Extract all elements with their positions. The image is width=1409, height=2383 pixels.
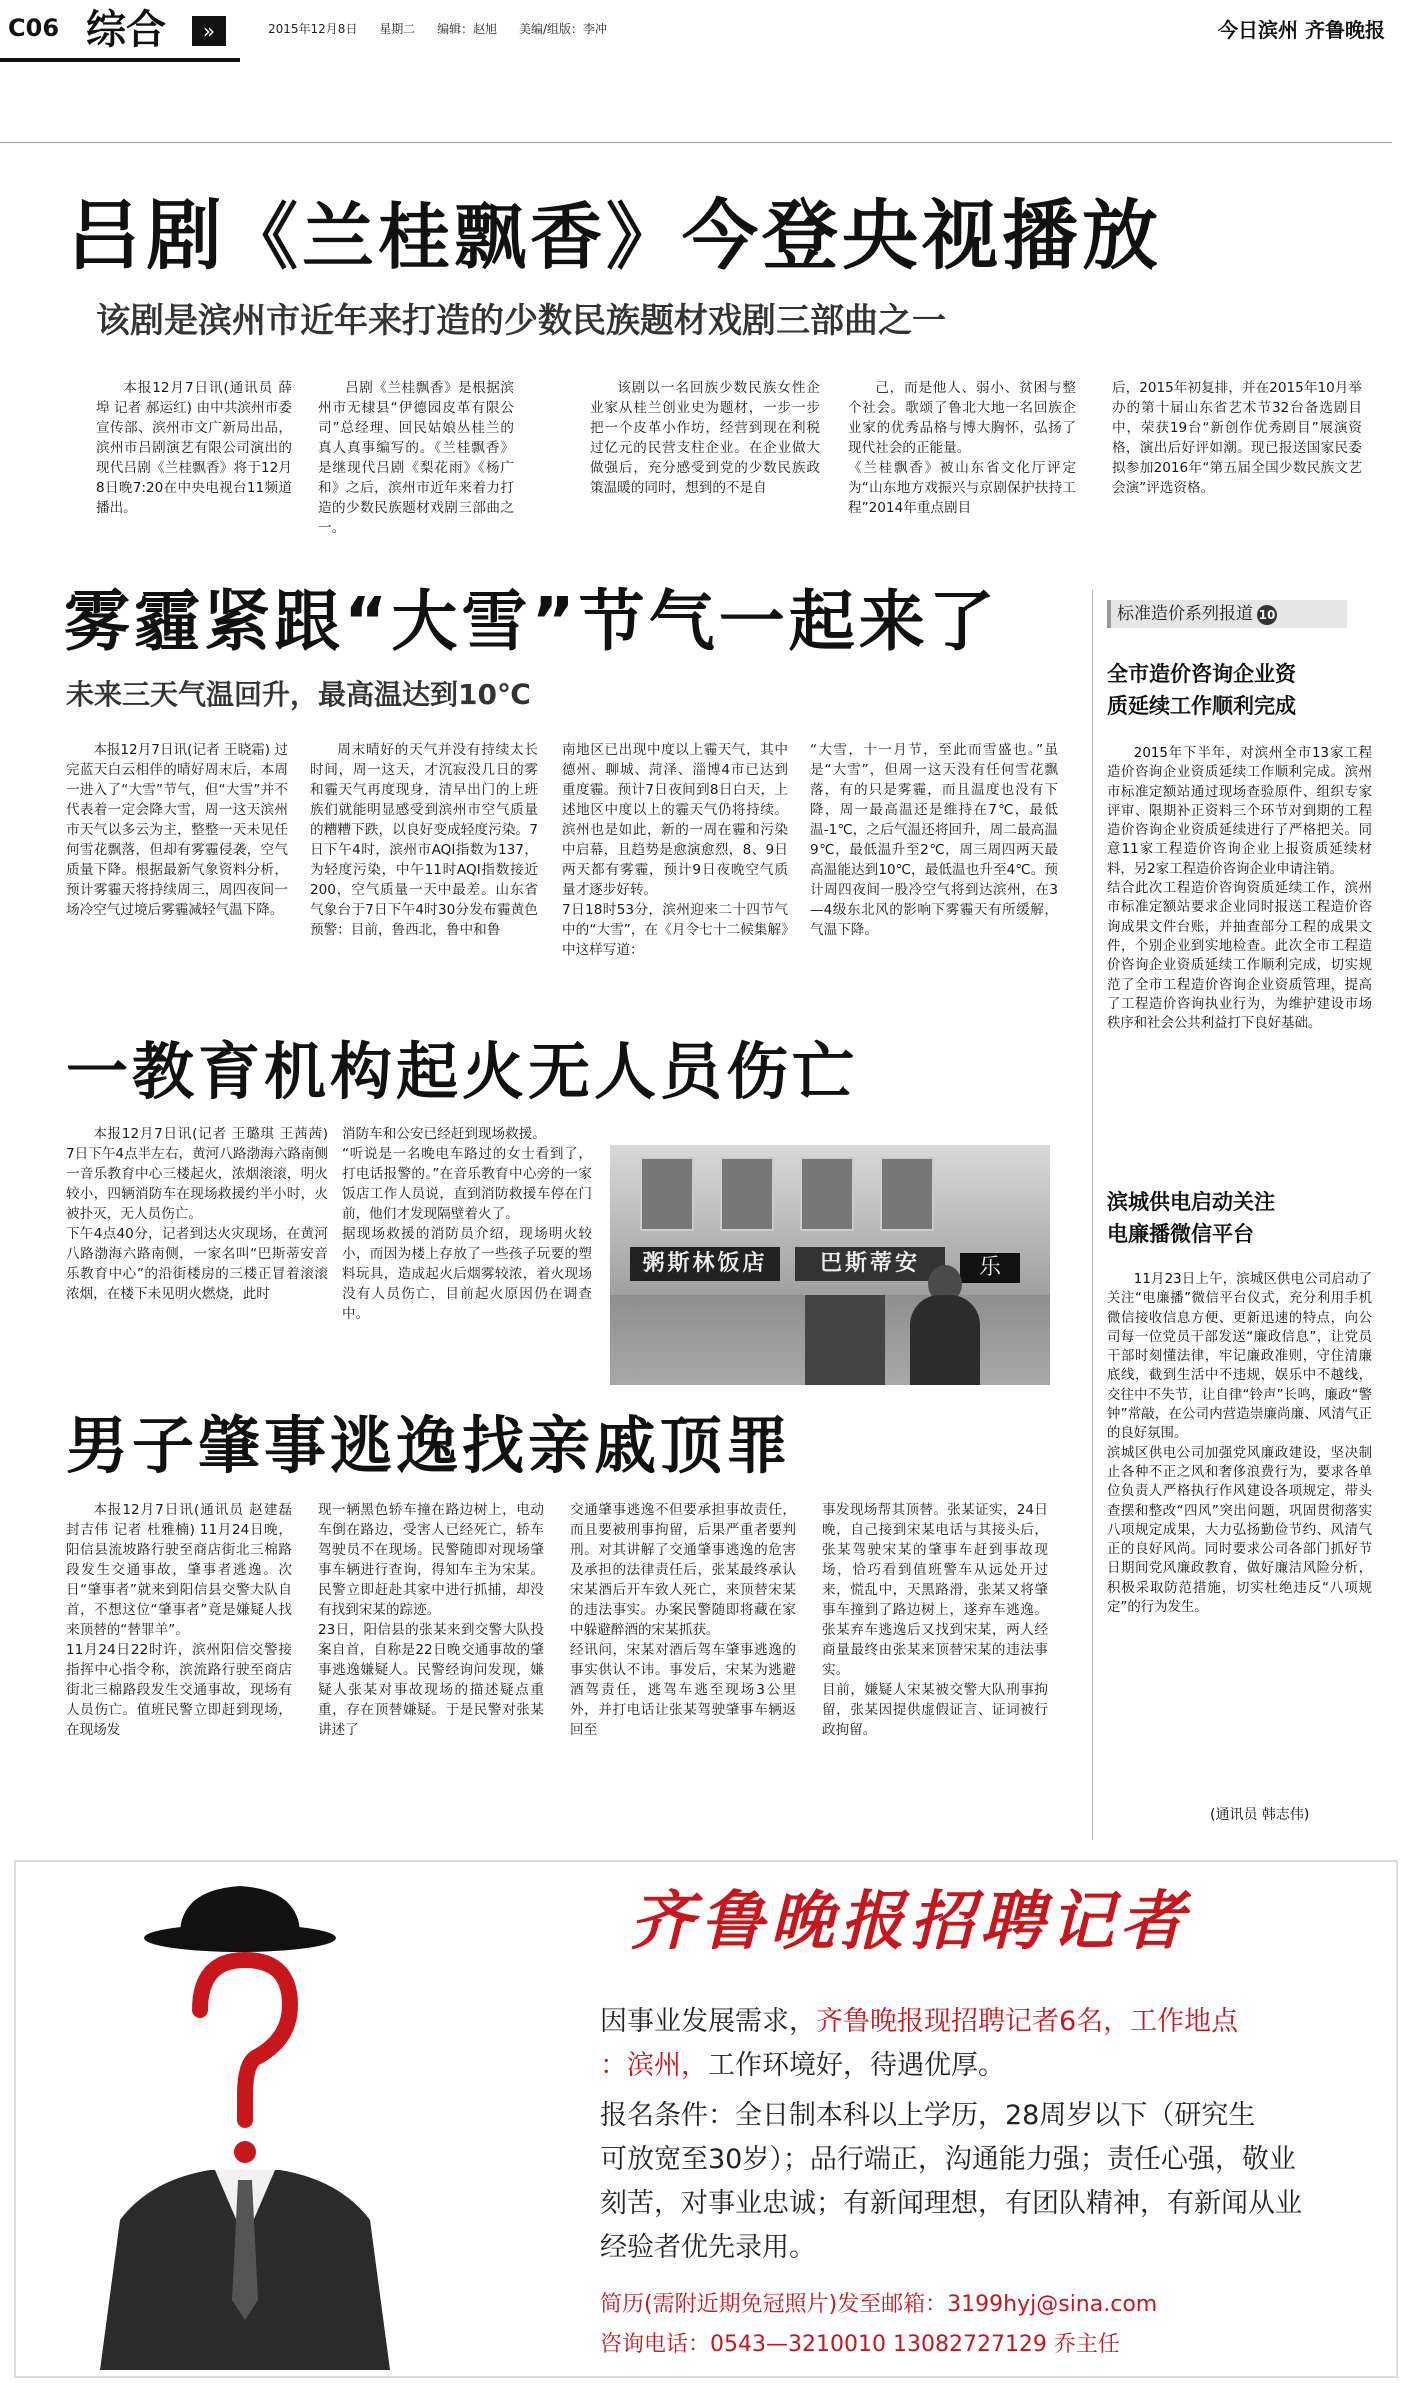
article2-subtitle: 未来三天气温回升，最高温达到10℃ [66, 678, 531, 711]
article1-col [318, 378, 514, 548]
article4-headline: 男子肇事逃逸找亲戚顶罪 [66, 1409, 793, 1482]
paragraph: 南地区已出现中度以上霾天气，其中德州、聊城、菏泽、淄博4市已达到重度霾。预计7日夜间到8日白天，上述地区中度以上的霾天气仍将持续。滨州也是如此，新的一周在霾和污染中启幕，且趋势是愈演愈烈，8、9日两天都有雾霾，预计9日夜晚空气质量才逐步好转。 7日18时53分，滨州迎来二十四节气中的“大雪”，在《月令七十二候集解》中这样写道： [562, 742, 788, 958]
paragraph: 本报12月7日讯(记者 王璐琪 王茜茜) 7日下午4点半左右，黄河八路渤海六路南侧一音乐教育中心三楼起火，浓烟滚滚，明火较小，四辆消防车在现场救援约半小时，火被扑灭，无人员伤亡。 下午4点40分，记者到达火灾现场，在黄河八路渤海六路南侧，一家名叫“巴斯蒂安音乐教育中心”的沿街楼房的三楼正冒着滚滚浓烟，在楼下未见明火燃烧，此时 [66, 1126, 328, 1302]
series-tag-label: 标准造价系列报道 [1117, 604, 1253, 624]
ad-line [600, 2044, 1380, 2088]
window [800, 1157, 854, 1231]
sidebar-divider [1092, 590, 1093, 1840]
article1-subtitle: 该剧是滨州市近年来打造的少数民族题材戏剧三部曲之一 [96, 301, 946, 341]
headline-part: 吕剧 [66, 191, 226, 280]
article1-col [1112, 378, 1362, 548]
paragraph: 后，2015年初复排，并在2015年10月举办的第十届山东省艺术节32台备选剧目中，荣获19台“新创作优秀剧目”展演资格，演出后好评如潮。现已报送国家民委拟参加2016年“第五届全国少数民族文艺会演”评选资格。 [1112, 380, 1362, 496]
series-number-badge: 10 [1257, 605, 1277, 625]
header-meta [268, 20, 625, 37]
paragraph: “大雪，十一月节，至此而雪盛也。”虽是“大雪”，但周一这天没有任何雪花飘落，有的只是雾霾，而且温度也没有下降，周一最高温还是维持在7℃，最低温-1℃，之后气温还将回升，周二最高温9℃，最低温升至2℃，周三周四两天最高温能达到10℃，最低温也升至4℃。预计周四夜间一股冷空气将到达滨州，在3—4级东北风的影响下雾霾天有所缓解，气温下降。 [810, 742, 1058, 938]
question-mark-dot [234, 2141, 256, 2163]
series-tag [1107, 600, 1347, 628]
ad-title: 齐鲁晚报招聘记者 [630, 1885, 1190, 1959]
shop-sign: 乐 [960, 1253, 1020, 1283]
article4-col [570, 1500, 796, 1840]
article4-col [822, 1500, 1048, 1840]
hat-crown [180, 1886, 300, 1938]
paragraph: 吕剧《兰桂飘香》是根据滨州市无棣县“伊德园皮革有限公司”总经理、回民姑娘丛桂兰的真人真事编写的。《兰桂飘香》是继现代吕剧《梨花雨》《杨广和》之后，滨州市近年来着力打造的少数民族题材戏剧三部曲之一。 [318, 380, 514, 536]
ad-line: 经验者优先录用。 [600, 2232, 816, 2263]
article2-col [66, 740, 288, 1010]
ad-email[interactable]: 简历(需附近期免冠照片)发至邮箱：3199hyj@sina.com [600, 2292, 1158, 2317]
section-arrow-icon: » [192, 16, 226, 46]
paragraph: 事发现场帮其顶替。张某证实，24日晚，自己接到宋某电话与其接头后，张某驾驶宋某的肇事车赶到事故现场，恰巧看到值班警车从远处开过来，慌乱中，天黑路滑，张某又将肇事车撞到了路边树上，遂弃车逃逸。张某弃车逃逸后又找到宋某，两人经商量最终由张某来顶替宋某的违法事实。 目前，嫌疑人宋某被交警大队刑事拘留，张某因提供虚假证言、证词被行政拘留。 [822, 1502, 1048, 1738]
editor-credit: 编辑：赵旭 [437, 22, 498, 36]
ad-line: 报名条件：全日制本科以上学历，28周岁以下（研究生 [600, 2100, 1256, 2131]
sidebar-story1-title [1107, 658, 1372, 722]
ad-illustration [40, 1880, 560, 2370]
ad-highlight: 齐鲁晚报现招聘记者6名，工作地点 [816, 2006, 1239, 2037]
paragraph: 该剧以一名回族少数民族女性企业家从桂兰创业史为题材，一步一步把一个皮革小作坊，经营到现在利税过亿元的民营支柱企业。在企业做大做强后，充分感受到党的少数民族政策温暖的同时，想到的不是自 [590, 380, 820, 496]
title-line: 质延续工作顺利完成 [1107, 694, 1296, 718]
newspaper-brand: 今日滨州 齐鲁晚报 [1218, 18, 1385, 42]
shop-sign: 粥斯林饭店 [630, 1247, 780, 1281]
article2-col [810, 740, 1058, 1010]
article1-col [96, 378, 292, 548]
doorway [805, 1295, 885, 1385]
paragraph: 本报12月7日讯(通讯员 薛埠 记者 郝运红) 由中共滨州市委宣传部、滨州市文广新局出品，滨州市吕剧演艺有限公司演出的现代吕剧《兰桂飘香》将于12月8日晚7:20在中央电视台11频道播出。 [96, 380, 292, 516]
article3-col [66, 1124, 328, 1386]
ad-text: 工作环境好，待遇优厚。 [708, 2050, 1005, 2081]
title-line: 全市造价咨询企业资 [1107, 662, 1296, 686]
article4-col [318, 1500, 544, 1840]
fire-scene-photo [610, 1145, 1050, 1385]
person-figure [910, 1295, 980, 1385]
shop-sign: 巴斯蒂安 [795, 1247, 945, 1281]
title-line: 电廉播微信平台 [1107, 1222, 1254, 1246]
paragraph: 本报12月7日讯(记者 王晓霜) 过完蓝天白云相伴的晴好周末后，本周一进入了“大雪”节气，但“大雪”并不代表着一定会降大雪，周一这天滨州市天气以多云为主，整整一天未见任何雪花飘落，但却有雾霾侵袭，空气质量下降。根据最新气象资料分析，预计雾霾天将持续周三，周四夜间一场冷空气过境后雾霾减轻气温下降。 [66, 742, 288, 918]
paragraph: 己，而是他人、弱小、贫困与整个社会。歌颂了鲁北大地一名回族企业家的优秀品格与博大胸怀，弘扬了现代社会的正能量。 《兰桂飘香》被山东省文化厅评定为“山东地方戏振兴与京剧保护扶持工程”2014年重点剧目 [848, 380, 1076, 516]
window [880, 1157, 934, 1231]
ad-phone: 咨询电话：0543—3210010 13082727129 乔主任 [600, 2332, 1120, 2357]
article1-col [590, 378, 820, 548]
header-underline [0, 58, 240, 62]
sidebar-story1-body [1107, 744, 1372, 1164]
page-number: C06 [8, 14, 60, 42]
article1-col [848, 378, 1076, 548]
sidebar-story2-title [1107, 1186, 1372, 1250]
issue-date: 2015年12月8日 [268, 22, 358, 36]
article2-col [562, 740, 788, 1010]
ad-text: 因事业发展需求， [600, 2006, 816, 2037]
section-title: 综合 [86, 7, 166, 53]
ad-line: 刻苦，对事业忠诚；有新闻理想，有团队精神，有新闻从业 [600, 2188, 1302, 2219]
window [640, 1157, 694, 1231]
article4-col [66, 1500, 292, 1840]
sidebar-story2-body [1107, 1270, 1372, 1798]
paragraph: 本报12月7日讯(通讯员 赵建磊 封吉伟 记者 杜雅楠) 11月24日晚，阳信县流坡路行驶至商店街北三棉路段发生交通事故，肇事者逃逸。次日“肇事者”就来到阳信县交警大队自首，不想这位“肇事者”竟是嫌疑人找来顶替的“替罪羊”。 11月24日22时许，滨州阳信交警接指挥中心指令称，滨流路行驶至商店街北三棉路段发生交通事故，现场有人员伤亡。值班民警立即赶到现场，在现场发 [66, 1502, 292, 1738]
paragraph: 周末晴好的天气并没有持续太长时间，周一这天，才沉寂没几日的雾和霾天气再度现身，清早出门的上班族们就能明显感受到滨州市空气质量的糟糟下跌，以良好变成轻度污染。7日下午4时，滨州市AQI指数为137，为轻度污染，中午11时AQI指数接近200，空气质量一天中最差。山东省气象台于7日下午4时30分发布霾黄色预警：目前，鲁西北，鲁中和鲁 [310, 742, 538, 938]
sidebar-byline: (通讯员 韩志伟) [1210, 1807, 1310, 1823]
header-rule [0, 142, 1392, 143]
article1-headline [66, 188, 1162, 285]
ad-line: 可放宽至30岁）；品行端正，沟通能力强；责任心强，敬业 [600, 2144, 1296, 2175]
ad-body [600, 2000, 1380, 2270]
window [720, 1157, 774, 1231]
paragraph: 交通肇事逃逸不但要承担事故责任，而且要被刑事拘留，后果严重者要判刑。对其讲解了交通肇事逃逸的危害及承担的法律责任后，张某最终承认宋某酒后开车致人死亡，来顶替宋某的违法事实。办案民警随即将藏在家中躲避醉酒的宋某抓获。 经讯问，宋某对酒后驾车肇事逃逸的事实供认不讳。事发后，宋某为逃避酒驾责任，逃驾车逃至现场3公里外，并打电话让张某驾驶肇事车辆返回至 [570, 1502, 796, 1738]
article2-headline: 雾霾紧跟“大雪”节气一起来了 [64, 583, 999, 660]
question-mark-icon [200, 1960, 290, 2120]
ad-line [600, 2000, 1380, 2044]
article3-headline: 一教育机构起火无人员伤亡 [66, 1035, 859, 1108]
headline-part: 今登央视播放 [682, 191, 1163, 280]
design-credit: 美编/组版：李冲 [518, 22, 608, 36]
headline-part: 《兰桂飘香》 [226, 195, 683, 279]
paragraph: 2015年下半年，对滨州全市13家工程造价咨询企业资质延续工作顺利完成。滨州市标准定额站通过现场查验原件、组织专家评审、限期补正资料三个环节对到期的工程造价咨询企业资质延续进行了严格把关。同意11家工程造价咨询企业上报资质延续材料，另2家工程造价咨询企业申请注销。 结合此次工程造价咨询资质延续工作，滨州市标准定额站要求企业同时报送工程造价咨询成果文件台账，并抽查部分工程的成果文件，个别企业到实地检查。此次全市工程造价咨询企业资质延续工作顺利完成，切实规范了全市工程造价咨询企业资质管理，提高了工程造价咨询执业行为，为维护建设市场秩序和社会公共利益打下良好基础。 [1107, 746, 1372, 1032]
title-line: 滨城供电启动关注 [1107, 1190, 1275, 1214]
article2-col [310, 740, 538, 1010]
article3-col [342, 1124, 592, 1386]
ad-highlight: ：滨州， [600, 2050, 708, 2081]
paragraph: 11月23日上午，滨城区供电公司启动了关注“电廉播”微信平台仪式，充分利用手机微信接收信息方便、更新迅速的特点，向公司每一位党员干部发送“廉政信息”，让党员干部时刻懂法律，牢记廉政准则，守住清廉底线，截到生活中不违规，娱乐中不越线，交往中不失节，让自律“铃声”长鸣，廉政“警钟”常敲，在公司内营造崇廉尚廉、风清气正的良好氛围。 滨城区供电公司加强党风廉政建设，坚决制止各种不正之风和奢侈浪费行为，要求各单位负责人严格执行作风建设各项规定，带头查摆和整改“四风”突出问题，巩固贯彻落实八项规定成果，大力弘扬勤俭节约、风清气正的良好风尚。同时要求公司各部门抓好节日期间党风廉政教育，做好廉洁风险分析，积极采取防范措施，切实杜绝违反“八项规定”的行为发生。 [1107, 1272, 1372, 1616]
issue-weekday: 星期二 [379, 22, 416, 36]
paragraph: 现一辆黑色轿车撞在路边树上，电动车倒在路边，受害人已经死亡，轿车驾驶员不在现场。民警随即对现场肇事车辆进行查询，得知车主为宋某。民警立即赶赴其家中进行抓捕，却没有找到宋某的踪迹。 23日，阳信县的张某来到交警大队投案自首，自称是22日晚交通事故的肇事逃逸嫌疑人。民警经询问发现，嫌疑人张某对事故现场的描述疑点重重，存在顶替嫌疑。于是民警对张某讲述了 [318, 1502, 544, 1738]
paragraph: 消防车和公安已经赶到现场救援。 “听说是一名晚电车路过的女士看到了，打电话报警的。”在音乐教育中心旁的一家饭店工作人员说，直到消防救援车停在门前，他们才发现隔壁着火了。 据现场救援的消防员介绍，现场明火较小，而因为楼上存放了一些孩子玩要的塑料玩具，造成起火后烟雾较浓，着火现场没有人员伤亡，目前起火原因仍在调查中。 [342, 1126, 592, 1322]
